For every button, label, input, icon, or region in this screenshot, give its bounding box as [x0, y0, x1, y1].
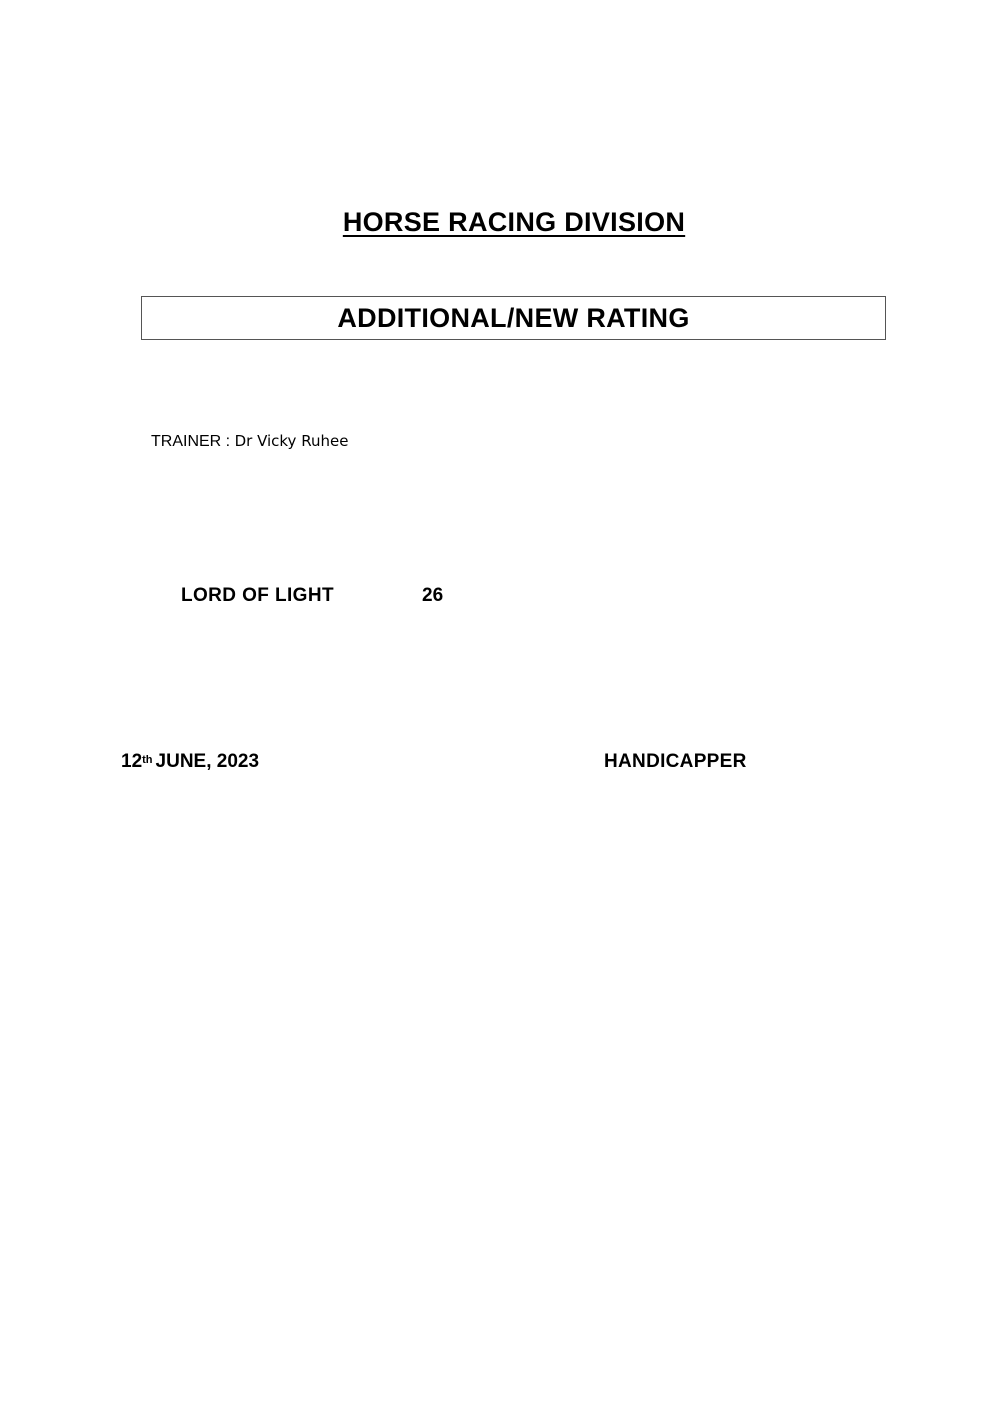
trainer-name: Dr Vicky Ruhee	[234, 432, 349, 450]
trainer-label: TRAINER :	[151, 433, 231, 450]
horse-rating: 26	[422, 585, 444, 606]
date-day-suffix: th	[142, 754, 153, 766]
division-heading: HORSE RACING DIVISION	[342, 207, 686, 237]
document-title: ADDITIONAL/NEW RATING	[337, 302, 690, 333]
signatory-title: HANDICAPPER	[604, 751, 747, 772]
date-month-year: JUNE, 2023	[155, 751, 260, 772]
date-day: 12	[121, 751, 143, 772]
document-date	[121, 751, 259, 773]
horse-name: LORD OF LIGHT	[181, 585, 334, 606]
trainer-line	[151, 432, 348, 451]
title-box	[141, 296, 886, 340]
